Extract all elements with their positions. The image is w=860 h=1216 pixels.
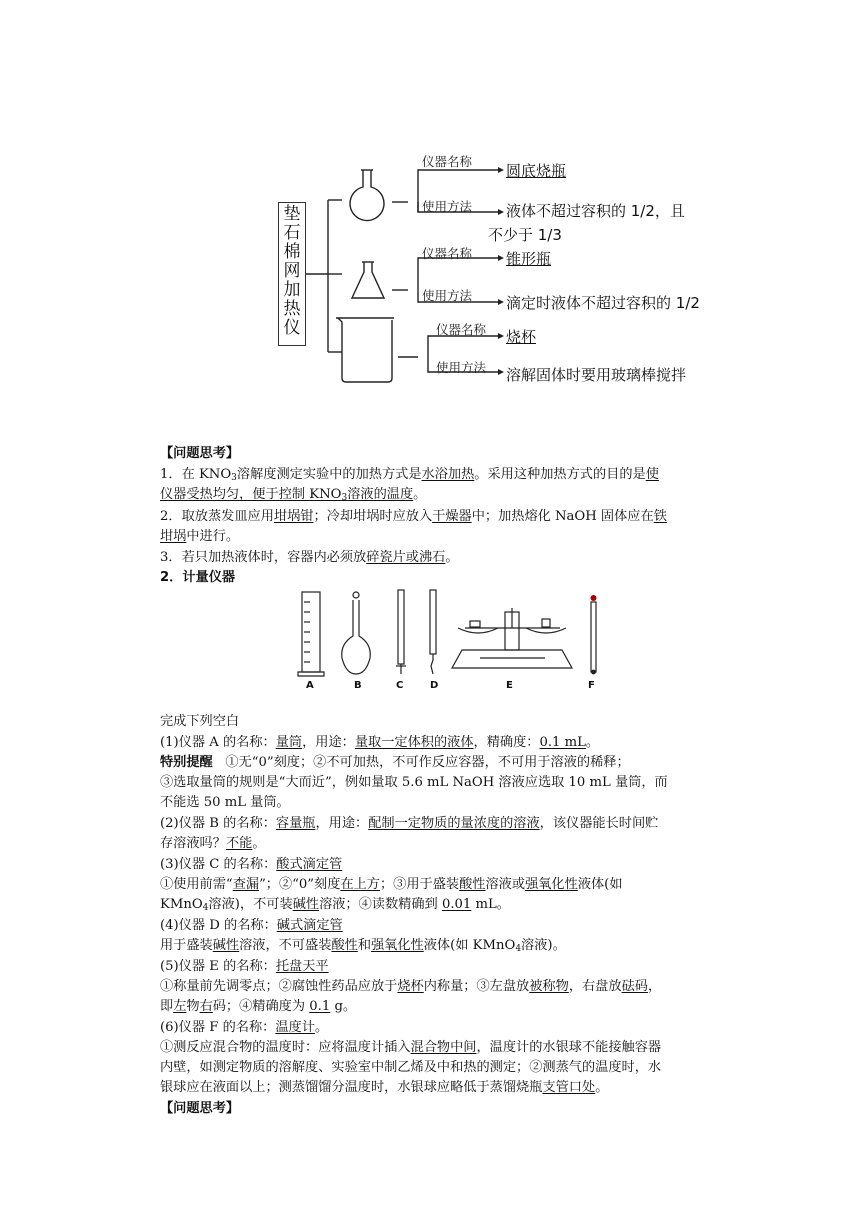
text-run: 溶液或 <box>485 877 526 892</box>
answer: 酸性 <box>459 877 486 892</box>
item-a-line <box>160 733 599 752</box>
answer: 水浴加热 <box>421 467 475 482</box>
row1-use-tag: 使用方法 <box>422 199 473 214</box>
label-A: A <box>306 680 314 691</box>
answer: 坩埚 <box>160 529 187 544</box>
text-run: 溶液)，不可装 <box>208 897 293 912</box>
instruments-drawing <box>290 588 610 680</box>
text-run: ，该仪器能长时间贮 <box>539 816 659 831</box>
text-run: ”；②“0”刻度 <box>259 877 341 892</box>
text-run: ①使用前需“ <box>160 877 233 892</box>
text-run: KMnO <box>160 897 203 912</box>
text-run: 溶液)。 <box>521 938 566 953</box>
answer: 配制一定物质的量浓度的溶液 <box>368 816 540 831</box>
heating-apparatus-diagram <box>270 140 730 400</box>
answer: 碎瓷片或沸石 <box>366 550 446 565</box>
text-run: 液体(如 KMnO <box>423 938 516 953</box>
answer: 碱性 <box>292 897 320 912</box>
answer: 0.1 mL <box>539 735 586 750</box>
question-heading-2: 【问题思考】 <box>160 1101 240 1116</box>
answer: 砝码 <box>621 979 648 994</box>
q3-line <box>160 548 459 567</box>
answer: 支管口处 <box>542 1080 596 1095</box>
item-f-line4 <box>160 1078 608 1097</box>
tip-line1 <box>160 753 630 772</box>
answer: 被称物 <box>529 979 569 994</box>
row2-name: 锥形瓶 <box>506 250 552 268</box>
text-run: 中进行。 <box>186 529 240 544</box>
label-char: 棉 <box>283 242 301 262</box>
text-run: 。采用这种加热方式的目的是 <box>474 467 646 482</box>
answer: 左 <box>173 999 187 1014</box>
label-char: 网 <box>283 261 301 281</box>
answer: 烧杯 <box>397 979 424 994</box>
item-e-line2 <box>160 977 661 996</box>
row3-name-tag: 仪器名称 <box>436 322 487 337</box>
row1-use-line1: 液体不超过容积的 1/2，且 <box>506 202 685 220</box>
text-run: 仪器受热均匀，便于控制 KNO <box>160 487 342 502</box>
answer: 坩埚钳 <box>273 509 314 524</box>
label-D: D <box>430 680 439 691</box>
text-run: 码；④精确度为 <box>212 999 310 1014</box>
answer: 0.1 <box>309 999 331 1014</box>
section2-heading: 2．计量仪器 <box>160 570 236 585</box>
text-run: ①无“0”刻度；②不可加热，不可作反应容器，不可用于溶液的稀释； <box>225 755 630 770</box>
item-c-line2 <box>160 875 623 894</box>
item-c-line1 <box>160 855 342 874</box>
label-F: F <box>588 680 595 691</box>
answer: 碱式滴定管 <box>276 918 343 933</box>
q1-line2 <box>160 485 426 504</box>
label-E: E <box>506 680 513 691</box>
label-char: 石 <box>283 223 301 243</box>
text-run: ， <box>647 979 662 994</box>
answer: 量筒 <box>275 735 303 750</box>
text-run: ，温度计的水银球不能接触容器 <box>476 1040 662 1055</box>
text-run: ，精确度： <box>473 735 540 750</box>
answer: 托盘天平 <box>275 959 329 974</box>
row1-name-tag: 仪器名称 <box>422 154 473 169</box>
subscript: 4 <box>515 944 522 954</box>
answer: 容量瓶 <box>275 816 316 831</box>
answer: 温度计 <box>275 1020 315 1035</box>
row1-use-line2: 不少于 1/3 <box>488 226 562 244</box>
answer <box>160 487 413 502</box>
item-d-line2 <box>160 936 566 955</box>
text-run: 溶液，不可盛装 <box>239 938 332 953</box>
item-c-line3 <box>160 895 510 914</box>
row3-name: 烧杯 <box>506 328 537 346</box>
answer: 酸式滴定管 <box>276 857 343 872</box>
tip-line2: ③选取量筒的规则是“大而近”，例如量取 5.6 mL NaOH 溶液应选取 10 mL 量筒，而 <box>160 775 668 790</box>
answer: 右 <box>199 999 213 1014</box>
text-run: 。 <box>445 550 459 565</box>
text-run: g。 <box>330 999 357 1014</box>
answer: 0.01 <box>441 897 472 912</box>
item-e-line1 <box>160 957 329 976</box>
text-run: 。 <box>413 487 427 502</box>
text-run: 。 <box>314 1020 329 1035</box>
item-e-line3 <box>160 997 356 1016</box>
text-run: 溶液的温度 <box>347 487 414 502</box>
answer: 酸性 <box>331 938 358 953</box>
text-run: (3)仪器 C 的名称： <box>160 857 277 872</box>
subscript: 4 <box>202 903 209 913</box>
text-run: (1)仪器 A 的名称： <box>160 735 276 750</box>
text-run: 液体(如 <box>577 877 623 892</box>
text-run: 物 <box>186 999 200 1014</box>
answer: 混合物中间 <box>410 1040 477 1055</box>
item-f-line3: 内壁，如测定物质的溶解度、实验室中制乙烯及中和热的测定；②测蒸气的温度时，水 <box>160 1060 662 1075</box>
answer: 强氧化性 <box>525 877 578 892</box>
answer: 干燥器 <box>432 509 472 524</box>
text-run: 溶液；④读数精确到 <box>319 897 442 912</box>
item-f-line1 <box>160 1018 328 1037</box>
text-run: ，用途： <box>302 735 355 750</box>
text-run: (6)仪器 F 的名称： <box>160 1020 276 1035</box>
text-run: (2)仪器 B 的名称： <box>160 816 276 831</box>
text-run: 中；加热熔化 NaOH 固体应在 <box>471 509 654 524</box>
tip-line3: 不能选 50 mL 量筒。 <box>160 795 290 810</box>
diagram-category-label <box>278 202 306 346</box>
subscript: 3 <box>231 473 237 483</box>
answer: 不能 <box>225 836 253 851</box>
row2-use-tag: 使用方法 <box>422 288 473 303</box>
fill-heading: 完成下列空白 <box>160 714 240 729</box>
question-heading: 【问题思考】 <box>160 446 240 461</box>
subscript: 3 <box>341 493 348 503</box>
row2-use-line1: 滴定时液体不超过容积的 1/2 <box>506 294 700 312</box>
text-run: 。 <box>585 735 600 750</box>
tip-label: 特别提醒 <box>160 755 213 770</box>
diagram-lines <box>270 140 730 400</box>
answer: 铁 <box>653 509 667 524</box>
label-char: 垫 <box>283 204 301 224</box>
row2-name-tag: 仪器名称 <box>422 246 473 261</box>
text-run: ，用途： <box>315 816 369 831</box>
text-run: ；冷却坩埚时应放入 <box>313 509 433 524</box>
text-run: mL。 <box>471 897 510 912</box>
q1-line1 <box>160 465 659 484</box>
answer: 量取一定体积的液体 <box>354 735 474 750</box>
label-C: C <box>396 680 404 691</box>
label-char: 热 <box>283 299 301 319</box>
text-run: 和 <box>357 938 371 953</box>
text-run: 2．取放蒸发皿应用 <box>160 509 274 524</box>
row3-use-line1: 溶解固体时要用玻璃棒搅拌 <box>506 366 687 384</box>
text-run: 存溶液吗？ <box>160 836 226 851</box>
text-run: (5)仪器 E 的名称： <box>160 959 276 974</box>
answer: 强氧化性 <box>371 938 424 953</box>
item-b-line1 <box>160 814 658 833</box>
label-char: 仪 <box>283 318 301 338</box>
text-run: 银球应在液面以上；测蒸馏馏分温度时，水银球应略低于蒸馏烧瓶 <box>160 1080 543 1095</box>
text-run: (4)仪器 D 的名称： <box>160 918 277 933</box>
text-run: 即 <box>160 999 174 1014</box>
item-f-line2 <box>160 1038 661 1057</box>
text-run: ①称量前先调零点；②腐蚀性药品应放于 <box>160 979 398 994</box>
q2-line1 <box>160 507 667 526</box>
text-run: ①测反应混合物的温度时：应将温度计插入 <box>160 1040 411 1055</box>
label-char: 加 <box>283 280 301 300</box>
answer: 查漏 <box>232 877 260 892</box>
text-run: 内称量；③左盘放 <box>423 979 530 994</box>
text-run: 用于盛装 <box>160 938 213 953</box>
item-b-line2 <box>160 834 266 853</box>
answer: 碱性 <box>212 938 240 953</box>
text-run: 3．若只加热液体时，容器内必须放 <box>160 550 367 565</box>
row3-use-tag: 使用方法 <box>436 360 487 375</box>
answer: 使 <box>645 467 659 482</box>
measuring-instruments-figure <box>290 588 610 708</box>
q2-line2 <box>160 527 239 546</box>
text-run: 。 <box>595 1080 609 1095</box>
answer: 在上方 <box>340 877 380 892</box>
text-run: ；③用于盛装 <box>380 877 460 892</box>
text-run: 1．在 KNO <box>160 467 232 482</box>
label-B: B <box>354 680 362 691</box>
row1-name: 圆底烧瓶 <box>506 162 567 180</box>
text-run: ，右盘放 <box>568 979 622 994</box>
text-run: 溶解度测定实验中的加热方式是 <box>236 467 422 482</box>
item-d-line1 <box>160 916 343 935</box>
text-run: 。 <box>252 836 266 851</box>
